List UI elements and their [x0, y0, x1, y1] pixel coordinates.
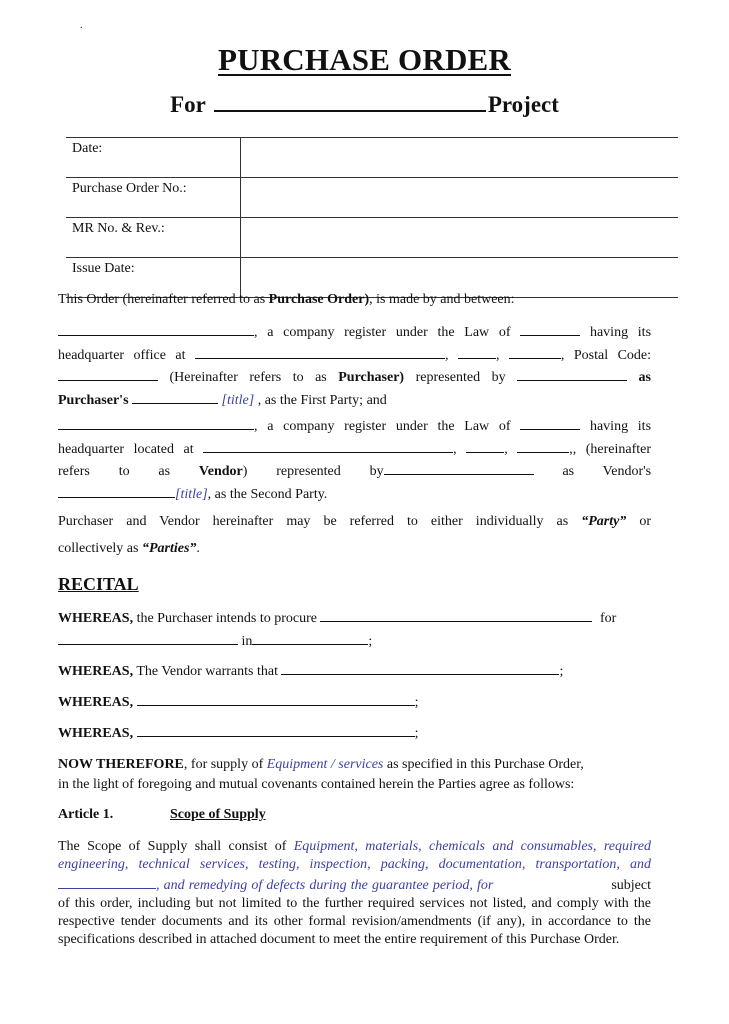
scope-other-blank[interactable]: [58, 874, 156, 889]
whereas-text: for: [599, 611, 617, 626]
whereas-label: WHEREAS,: [58, 664, 134, 679]
vendor-text: headquarter located at: [58, 441, 194, 457]
whereas-4-blank[interactable]: [137, 722, 415, 737]
info-table: [66, 137, 678, 298]
purchaser-bold: Purchaser): [338, 370, 405, 385]
po-number-value[interactable]: [241, 178, 679, 218]
parties-text: collectively as: [58, 541, 142, 556]
vendor-title-tag: [title]: [175, 486, 208, 502]
purchaser-postal-blank[interactable]: [58, 366, 158, 381]
article-title: Scope of Supply: [170, 807, 266, 822]
purchaser-bold: as: [638, 370, 651, 385]
purchaser-title-blank[interactable]: [132, 389, 218, 404]
purchaser-text: headquarter office at: [58, 347, 186, 363]
stray-mark: .: [80, 20, 83, 31]
vendor-text: ): [242, 464, 248, 479]
subtitle-suffix: Project: [487, 92, 559, 117]
purchaser-rep-blank[interactable]: [517, 366, 627, 381]
whereas-3-line: [58, 691, 651, 713]
document-subtitle: [0, 90, 729, 118]
whereas-4-line: [58, 722, 651, 744]
article-number: Article 1.: [58, 807, 114, 822]
purchaser-line-1: [58, 321, 651, 344]
now-therefore-text: , for supply of: [183, 757, 267, 772]
whereas-label: WHEREAS,: [58, 726, 134, 741]
whereas-2: [58, 660, 651, 682]
semicolon: ;: [368, 634, 373, 649]
vendor-warrants-blank[interactable]: [281, 660, 559, 675]
table-row: [66, 178, 678, 218]
scope-items-2: , and remedying of defects during the guarantee period, for: [156, 878, 494, 893]
whereas-label: WHEREAS,: [58, 695, 134, 710]
article-1-heading: [58, 807, 266, 823]
vendor-line-2: headquarter located at , , ,, (hereinafter: [58, 438, 651, 461]
mr-number-value[interactable]: [241, 218, 679, 258]
project-name-blank[interactable]: [214, 90, 486, 112]
purchaser-line-4: [58, 389, 651, 412]
now-therefore-paragraph: [58, 755, 651, 795]
purchaser-bold: Purchaser's: [58, 392, 129, 408]
vendor-paragraph: [58, 415, 651, 505]
parties-text: .: [196, 541, 200, 556]
parties-term: “Parties”: [141, 541, 197, 556]
semicolon: ;: [414, 726, 419, 741]
intro-text-end: , is made by and between:: [369, 292, 515, 307]
whereas-3-blank[interactable]: [137, 691, 415, 706]
whereas-1-line-1: [58, 607, 651, 629]
semicolon: ;: [414, 695, 419, 710]
now-therefore-text: as specified in this Purchase Order,: [383, 757, 584, 772]
purchaser-city-blank[interactable]: [458, 344, 496, 359]
parties-line-1: [58, 508, 651, 535]
intro-bold: Purchase Order): [268, 292, 370, 307]
now-therefore-line-1: [58, 755, 651, 775]
vendor-line-3: [58, 460, 651, 483]
scope-paragraph: [58, 838, 651, 949]
recital-heading: RECITAL: [58, 574, 139, 594]
parties-paragraph: [58, 508, 651, 562]
vendor-text: by: [369, 464, 384, 479]
purchaser-text: , Postal Code:: [560, 347, 652, 363]
vendor-line-1: [58, 415, 651, 438]
vendor-text: , as the Second Party.: [207, 486, 328, 502]
subtitle-prefix: For: [170, 92, 206, 117]
scope-text: The Scope of Supply shall consist of: [58, 839, 294, 854]
whereas-text: the Purchaser intends to procure: [133, 611, 317, 626]
purchaser-law-blank[interactable]: [520, 321, 580, 336]
whereas-text: The Vendor warrants that: [133, 664, 278, 679]
vendor-text: , a company register under the Law of: [254, 419, 511, 434]
intro-paragraph: [58, 290, 651, 310]
scope-items: Equipment, materials, chemicals and consumables, required engineering, technical services, testing, inspection, packing, documentation, transportation, and: [58, 839, 652, 872]
now-therefore-line-2: in the light of foregoing and mutual covenants contained herein the Parties agree as follows:: [58, 777, 575, 792]
issue-date-label: Issue Date:: [66, 258, 241, 298]
scope-text-2: subject of this order, including but not limited to the further required services not listed, and comply with the respective tender documents and its other formal revision/amendments (if any), in accordance to the specifications described in attached document to meet the entire requirement of this Purchase Order.: [58, 878, 651, 947]
po-number-label: Purchase Order No.:: [66, 178, 241, 218]
table-row: [66, 218, 678, 258]
vendor-text: as: [562, 464, 575, 479]
whereas-text: in: [241, 634, 253, 649]
procure-item-blank[interactable]: [320, 607, 592, 622]
whereas-2-line: [58, 660, 651, 682]
purchaser-paragraph: [58, 321, 651, 411]
equipment-services-term: Equipment / services: [266, 757, 384, 772]
vendor-city-blank[interactable]: [466, 438, 504, 453]
whereas-4: [58, 722, 651, 744]
vendor-text: to: [118, 464, 130, 479]
vendor-text: Vendor's: [602, 464, 652, 479]
purchaser-text: , a company register under the Law of: [254, 325, 511, 340]
purchaser-title-tag: [title]: [221, 392, 255, 408]
vendor-name-blank[interactable]: [58, 415, 254, 430]
party-term: “Party”: [581, 514, 627, 529]
now-therefore-label: NOW THEREFORE: [58, 757, 184, 772]
date-label: Date:: [66, 138, 241, 178]
vendor-text: ,, (hereinafter: [569, 441, 652, 457]
parties-line-2: [58, 535, 651, 562]
date-value[interactable]: [241, 138, 679, 178]
purchaser-line-2: headquarter office at , , , Postal Code:: [58, 344, 651, 367]
document-title: PURCHASE ORDER: [217, 42, 512, 77]
whereas-1: [58, 607, 651, 652]
vendor-law-blank[interactable]: [520, 415, 580, 430]
vendor-address-blank[interactable]: [203, 438, 453, 453]
vendor-line-4: [58, 483, 651, 506]
whereas-1-line-2: [58, 630, 651, 652]
procure-location-blank[interactable]: [252, 630, 368, 645]
semicolon: ;: [559, 664, 564, 679]
purchaser-line-3: [58, 366, 651, 389]
whereas-3: [58, 691, 651, 713]
purchaser-name-blank[interactable]: [58, 321, 254, 336]
vendor-bold: Vendor: [198, 464, 243, 479]
table-row: [66, 138, 678, 178]
purchaser-text: (Hereinafter refers to as: [169, 370, 327, 385]
purchaser-country-blank[interactable]: [509, 344, 561, 359]
procure-purpose-blank[interactable]: [58, 630, 238, 645]
vendor-text: having its: [589, 419, 652, 434]
parties-text: Purchaser and Vendor hereinafter may be referred to either individually as: [58, 514, 582, 529]
whereas-label: WHEREAS,: [58, 611, 134, 626]
vendor-rep-blank[interactable]: [384, 460, 534, 475]
vendor-country-blank[interactable]: [517, 438, 569, 453]
vendor-text: represented: [276, 464, 341, 479]
mr-number-label: MR No. & Rev.:: [66, 218, 241, 258]
purchaser-address-blank[interactable]: [195, 344, 445, 359]
intro-text: This Order (hereinafter referred to as: [58, 292, 269, 307]
purchaser-text: having its: [589, 325, 652, 340]
purchaser-text: , as the First Party; and: [257, 392, 387, 408]
parties-text: or: [626, 514, 651, 529]
vendor-title-blank[interactable]: [58, 483, 175, 498]
vendor-text: as: [158, 464, 171, 479]
purchaser-text: represented by: [415, 370, 506, 385]
vendor-text: refers: [58, 464, 90, 479]
